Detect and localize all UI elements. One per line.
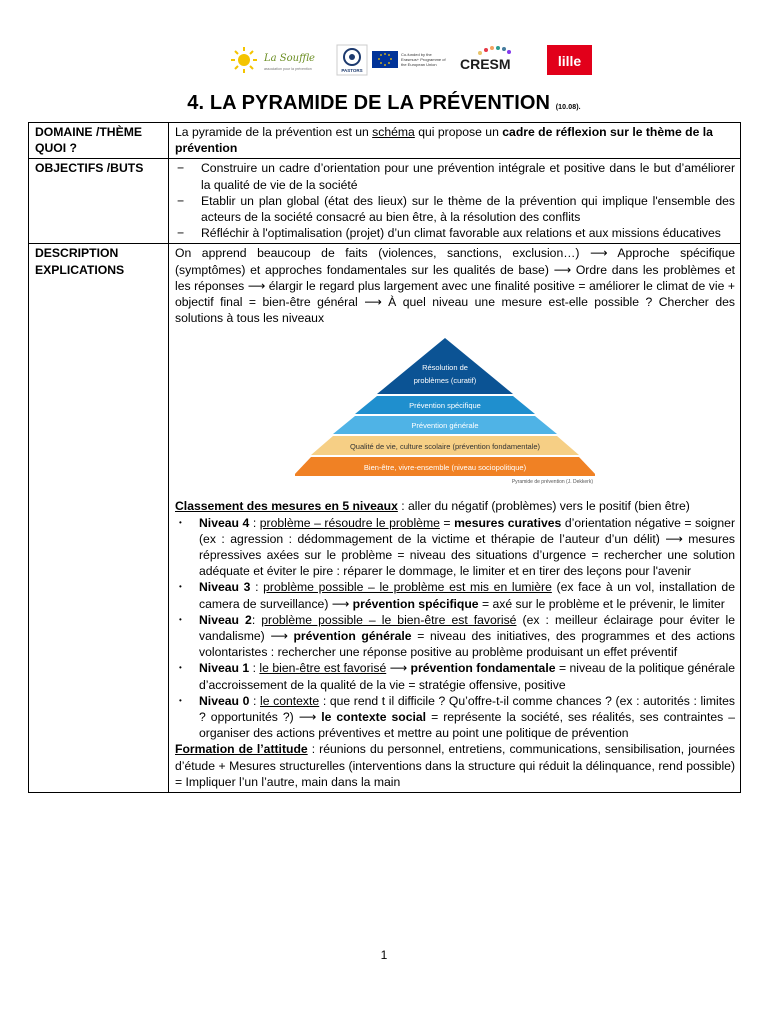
niveau-sep: :	[250, 580, 264, 595]
row-objectifs	[29, 159, 741, 244]
niveau-sep: :	[249, 515, 260, 530]
niveau-rest: = niveau de la politique générale d’accroissement de la qualité de la vie = stratégie offensive, positive	[199, 661, 735, 692]
domaine-text-3: qui propose un	[414, 125, 503, 139]
niveau-label: Niveau 1	[199, 661, 250, 676]
label-objectifs: OBJECTIFS /BUTS	[29, 159, 169, 244]
niveau-connector: : que rend t il difficile ? Qu’offre-t-il comme chances ? (ex : autorités : limites ? opportunités ?) ⟶	[199, 693, 736, 725]
objectif-item: − Réfléchir à l'optimalisation (projet) d’un climat favorable aux relations et aux missions éducatives	[175, 225, 735, 241]
row-description	[29, 244, 741, 793]
logo-bar	[0, 44, 768, 78]
niveau-3-item	[175, 579, 735, 611]
lille-logo	[546, 44, 593, 76]
title-main: 4. LA PYRAMIDE DE LA PRÉVENTION	[187, 92, 551, 114]
niveau-rest: d’orientation négative = soigner (ex : agression : dédommagement de la victime et thérapie de l’auteur d’un délit) ⟶ mesures répressives axées sur le problème = niveau des situations d’urgence = rechercher une solution adéquate et éviter le pire : réparer le dommage, le limiter et en tirer des leçons pour l'avenir	[199, 515, 736, 579]
souffle-sub-text: association pour la prévention	[264, 67, 312, 71]
prevention-pyramid	[295, 336, 595, 484]
niveau-rest: = axé sur le problème et le prévenir, le limiter	[478, 596, 725, 611]
page-title	[0, 92, 768, 115]
niveau-connector: (ex face à un vol, installation de camera de surveillance) ⟶	[199, 580, 735, 611]
niveau-bold: le contexte social	[321, 710, 427, 725]
lille-text: lille	[557, 53, 582, 69]
niveau-rest: = représente la société, ses réalités, ses contraintes – organiser des actions préventives et mettre au point une politique de prévention	[199, 710, 735, 741]
description-intro: On apprend beaucoup de faits (violences, sanctions, exclusion…) ⟶ Approche spécifique (symptômes) et approches fondamentales sur les qualités de base) ⟶ Ordre dans les problèmes et les réponses ⟶ élargir le regard plus largement avec une finalité positive = améliorer le climat de vie + objectif final = bien-être général ⟶ À quel niveau une mesure est-elle possible ? Chercher des solutions à tous les niveaux	[175, 246, 735, 326]
souffle-text: La Souffle	[264, 53, 315, 64]
content-description	[169, 244, 741, 793]
classement-rest: : aller du négatif (problèmes) vers le positif (bien être)	[397, 499, 690, 514]
pyramid-figure	[295, 336, 595, 484]
row-domaine	[29, 123, 741, 159]
content-objectifs	[169, 159, 741, 244]
niveau-underlined: le contexte	[260, 693, 320, 708]
niveau-bold: prévention fondamentale	[410, 661, 556, 676]
objectif-item: − Etablir un plan global (état des lieux) sur le thème de la prévention qui implique l'ensemble des acteurs de la société consacré au bien être, à la résolution des conflits	[175, 193, 735, 225]
pyramid-caption: Pyramide de prévention (J. Dekkerk)	[511, 479, 593, 485]
niveau-label: Niveau 3	[199, 580, 251, 595]
niveau-sep: :	[251, 612, 262, 627]
domaine-text-1: La pyramide de la prévention est un	[175, 125, 373, 139]
pastors-logo	[336, 44, 368, 76]
niveau-0-item	[175, 693, 735, 742]
prevention-table	[28, 122, 741, 793]
niveau-underlined: problème possible – le problème est mis en lumière	[263, 580, 552, 595]
niveau-underlined: problème – résoudre le problème	[259, 515, 440, 530]
niveau-bold: mesures curatives	[454, 515, 562, 530]
page-number: 1	[380, 948, 388, 962]
classement-title: Classement des mesures en 5 niveaux	[175, 499, 398, 514]
la-souffle-logo	[228, 44, 328, 76]
eu-erasmus-logo	[370, 44, 450, 76]
domaine-schema: schéma	[372, 125, 415, 139]
niveau-2-item	[175, 612, 735, 661]
pyramid-label-specific: Prévention spécifique	[409, 401, 481, 411]
formation-rest: : réunions du personnel, entretiens, communications, sensibilisation, journées d’étude + Mesures structurelles (interventions dans la structure qui réduit la délinquance, rend possible) = Impliquer l’un l’autre, main dans la main	[175, 742, 735, 789]
niveaux-list	[175, 515, 735, 742]
niveau-label: Niveau 4	[199, 515, 250, 530]
cresm-logo	[458, 44, 538, 76]
niveau-4-item	[175, 515, 735, 580]
niveau-connector: (ex : meilleur éclairage pour éviter le vandalisme) ⟶	[199, 612, 735, 644]
eu-text: Co-funded by the Erasmus+ Programme of the European Union	[401, 52, 446, 67]
domaine-cadre: cadre de réflexion sur le thème de la prévention	[175, 125, 713, 156]
niveau-underlined: le bien-être est favorisé	[259, 661, 387, 676]
objectifs-list	[175, 160, 735, 241]
niveau-connector: ⟶	[386, 661, 411, 676]
title-date: (10.08).	[555, 104, 581, 111]
label-description: DESCRIPTION EXPLICATIONS	[29, 244, 169, 793]
pyramid-label-wellbeing: Bien-être, vivre-ensemble (niveau sociopolitique)	[363, 463, 527, 473]
label-domaine: DOMAINE /THÈME QUOI ?	[29, 123, 169, 159]
cresm-text: CRESM	[460, 56, 511, 72]
content-domaine	[169, 123, 741, 159]
pyramid-label-quality: Qualité de vie, culture scolaire (prévention fondamentale)	[349, 442, 541, 452]
niveau-1-item	[175, 660, 735, 692]
pyramid-label-curative-1: Résolution de	[422, 363, 468, 373]
niveau-underlined: problème possible – le bien-être est favorisé	[261, 612, 517, 627]
objectif-item: − Construire un cadre d’orientation pour une prévention intégrale et positive dans le but d’améliorer la qualité de vie de la société	[175, 160, 735, 192]
formation-paragraph	[175, 741, 735, 790]
niveau-label: Niveau 0	[199, 693, 250, 708]
niveau-rest: = niveau des initiatives, des programmes et des actions volontaristes : rechercher une réponse positive au problème produisant un effet préventif	[199, 629, 735, 660]
formation-title: Formation de l’attitude	[175, 742, 308, 757]
niveau-bold: prévention spécifique	[352, 596, 479, 611]
pyramid-label-curative-2: problèmes (curatif)	[413, 376, 477, 386]
niveau-sep: :	[249, 661, 260, 676]
niveau-connector: =	[439, 515, 455, 530]
pyramid-label-general: Prévention générale	[411, 421, 479, 431]
classement-heading	[175, 498, 735, 514]
niveau-bold: prévention générale	[293, 629, 412, 644]
pastors-text: PASTORS	[341, 68, 363, 73]
niveau-sep: :	[249, 693, 261, 708]
niveau-label: Niveau 2	[199, 612, 252, 627]
